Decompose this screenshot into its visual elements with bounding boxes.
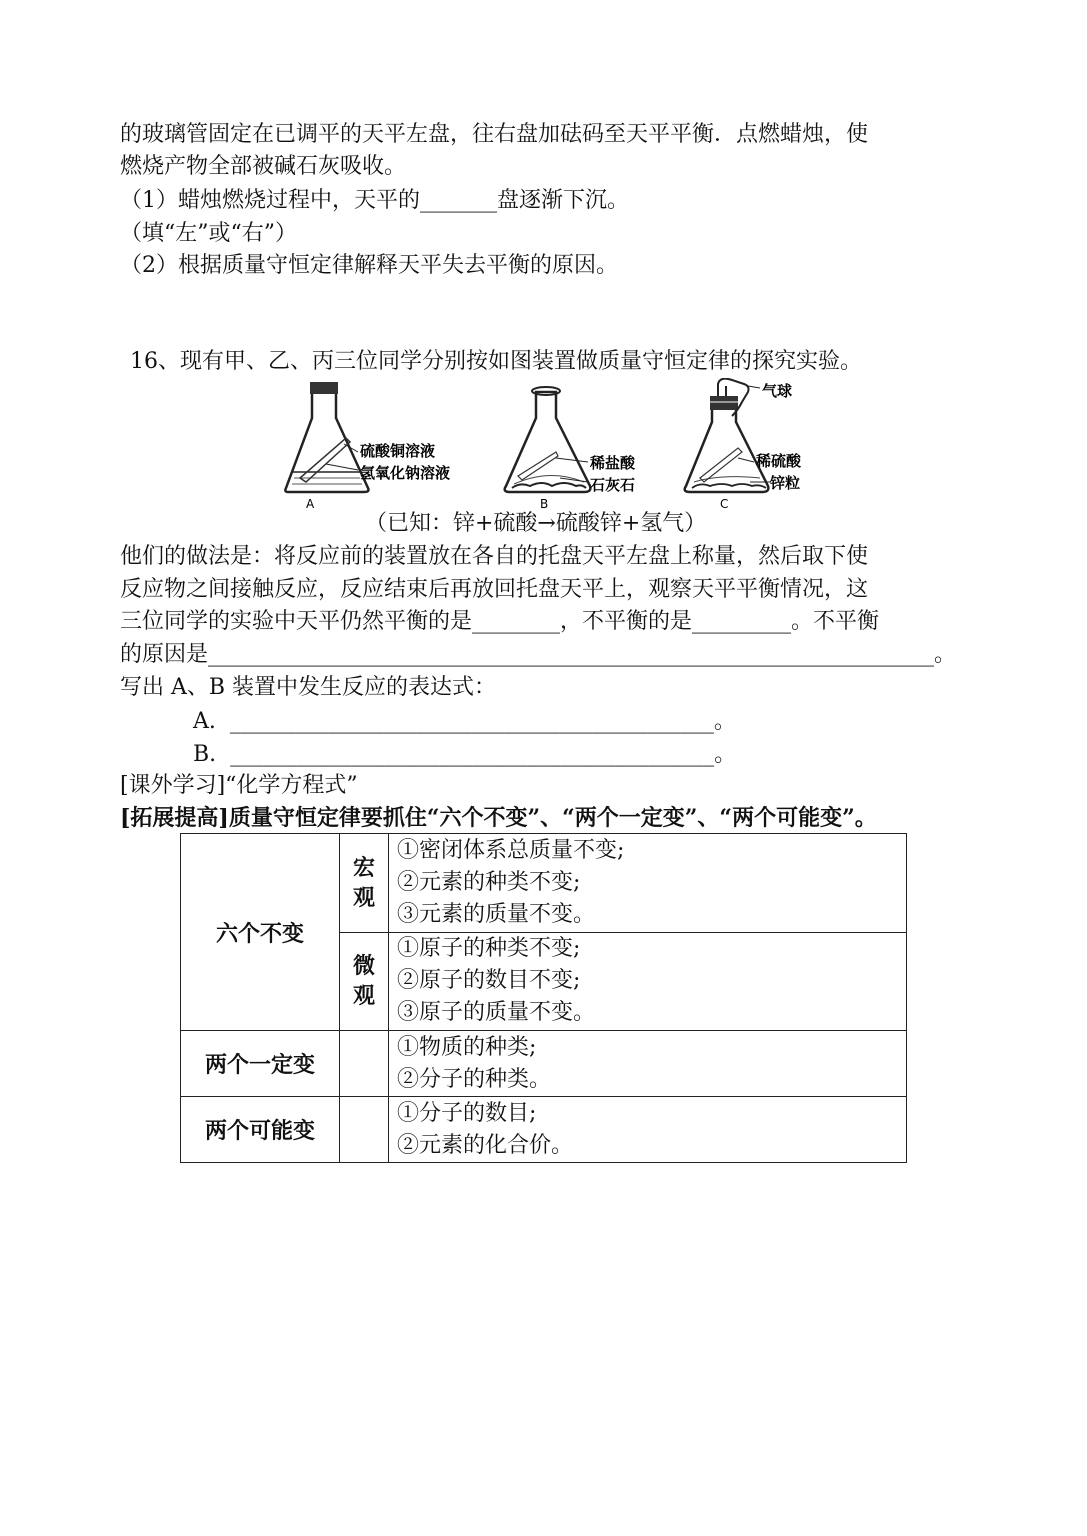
row-label-two-definite: 两个一定变 xyxy=(181,1031,340,1097)
list-item: ②元素的种类不变; xyxy=(397,869,581,895)
micro-items xyxy=(389,932,907,1031)
flask-a-bottom-label: 氢氧化钠溶液 xyxy=(360,464,451,482)
table-row xyxy=(181,834,907,933)
paragraph-line-1: 他们的做法是：将反应前的装置放在各自的托盘天平左盘上称量，然后取下使 xyxy=(120,544,869,569)
flask-b xyxy=(505,387,636,510)
list-item: ②分子的种类。 xyxy=(397,1066,552,1092)
table-row xyxy=(181,1097,907,1163)
intro-line-1: 的玻璃管固定在已调平的天平左盘，往右盘加砝码至天平平衡．点燃蜡烛，使 xyxy=(120,122,869,147)
list-item: ①原子的种类不变; xyxy=(397,936,581,962)
question-16-stem: 16、现有甲、乙、丙三位同学分别按如图装置做质量守恒定律的探究实验。 xyxy=(130,349,862,374)
flask-c xyxy=(685,379,802,510)
list-item: ①密闭体系总质量不变; xyxy=(397,837,625,863)
list-item: ③原子的质量不变。 xyxy=(397,1000,596,1026)
question-2: （2）根据质量守恒定律解释天平失去平衡的原因。 xyxy=(120,253,618,278)
row-label-two-possible: 两个可能变 xyxy=(181,1097,340,1163)
list-item: ①分子的数目; xyxy=(397,1100,537,1126)
list-item: ③元素的质量不变。 xyxy=(397,901,596,927)
paragraph-line-3: 三位同学的实验中天平仍然平衡的是________，不平衡的是_________。不平衡 xyxy=(120,609,880,634)
question-1: （1）蜡烛燃烧过程中，天平的_______盘逐渐下沉。 xyxy=(120,188,629,213)
flask-b-top-label: 稀盐酸 xyxy=(590,454,636,472)
list-item: ②原子的数目不变; xyxy=(397,968,581,994)
flask-a-top-label: 硫酸铜溶液 xyxy=(360,442,436,460)
table-row xyxy=(181,1031,907,1097)
flask-c-top-label: 稀硫酸 xyxy=(756,452,802,470)
list-item: ①物质的种类; xyxy=(397,1034,537,1060)
flask-b-label: B xyxy=(540,497,549,510)
flask-c-label: C xyxy=(720,497,729,510)
intro-line-2: 燃烧产物全部被碱石灰吸收。 xyxy=(120,154,407,179)
macro-items xyxy=(389,834,907,933)
figure-caption: （已知：锌+硫酸→硫酸锌+氢气） xyxy=(365,511,707,536)
flask-a-label: A xyxy=(306,497,315,510)
row-label-six-unchanged: 六个不变 xyxy=(181,834,340,1031)
definite-items xyxy=(389,1031,907,1097)
experiment-apparatus-figure xyxy=(280,378,820,510)
paragraph-line-5: 写出 A、B 装置中发生反应的表达式： xyxy=(120,675,497,700)
empty-cell xyxy=(340,1097,389,1163)
flask-b-bottom-label: 石灰石 xyxy=(590,476,636,494)
list-item: ②元素的化合价。 xyxy=(397,1132,574,1158)
answer-a-blank: A. ____________________________________________。 xyxy=(193,709,736,734)
macro-label: 宏观 xyxy=(340,834,389,933)
question-1-hint: （填“左”或“右”） xyxy=(120,221,297,246)
possible-items xyxy=(389,1097,907,1163)
micro-label: 微观 xyxy=(340,932,389,1031)
extra-study-heading: [课外学习]“化学方程式” xyxy=(120,773,358,798)
flask-a xyxy=(285,382,450,510)
flask-c-bottom-label: 锌粒 xyxy=(770,474,801,492)
answer-b-blank: B. ____________________________________________。 xyxy=(193,742,737,767)
conservation-laws-table xyxy=(180,833,907,1163)
paragraph-line-4: 的原因是__________________________________________________________________。 xyxy=(120,642,957,667)
flask-c-balloon-label: 气球 xyxy=(762,382,793,400)
extend-heading: [拓展提高]质量守恒定律要抓住“六个不变”、“两个一定变”、“两个可能变”。 xyxy=(120,805,877,831)
empty-cell xyxy=(340,1031,389,1097)
paragraph-line-2: 反应物之间接触反应，反应结束后再放回托盘天平上，观察天平平衡情况，这 xyxy=(120,577,869,602)
